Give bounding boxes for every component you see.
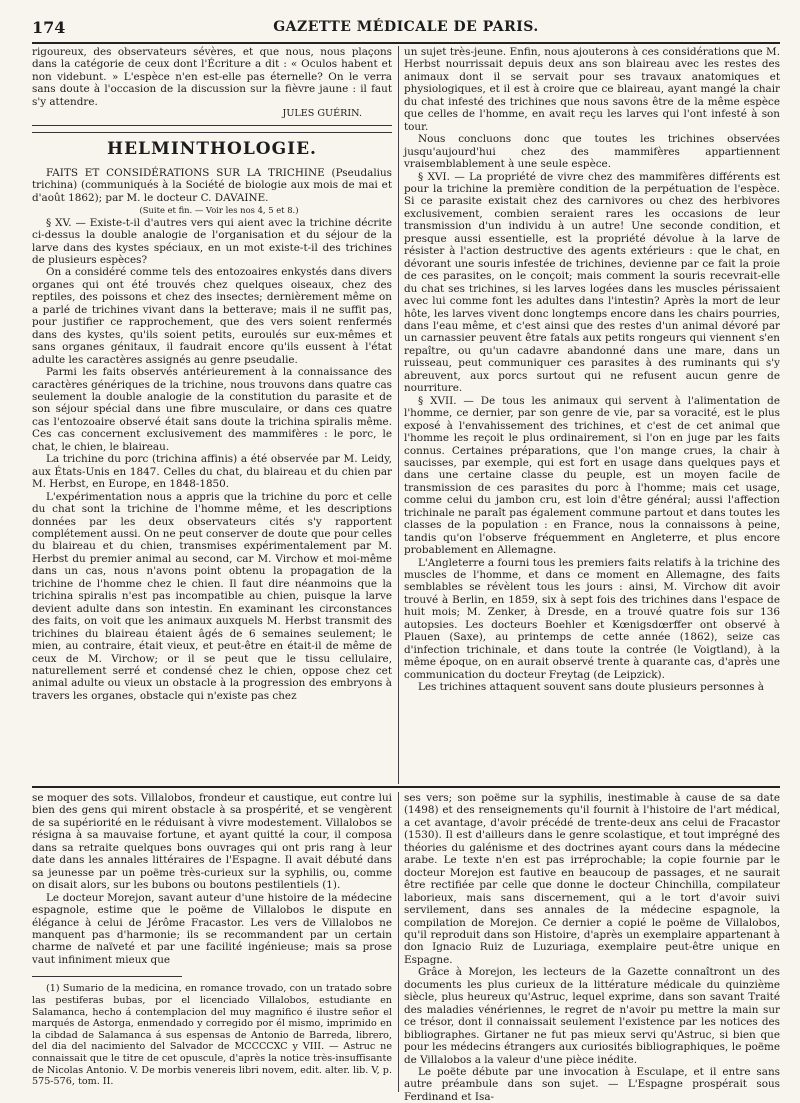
paragraph: On a considéré comme tels des entozoaires enkystés dans divers organes qui ont été trouvés chez quelques oiseaux, chez des reptiles, des poissons et chez des insectes; dernièrement même on a parlé de trichines vivant dans la betterave; mais il ne suffit pas, pour justifier ce rapprochement, que des vers soient renfermés dans des kystes, qu'ils soient petits, euroulés sur eux-mêmes et sans organes génitaux, il faudrait encore qu'ils eussent à l'état adulte les caractères assignés au genre pseudalie. — [32, 266, 392, 366]
page-number: 174 — [32, 18, 66, 37]
paragraph: un sujet très-jeune. Enfin, nous ajouterons à ces considérations que M. Herbst nourrissait depuis deux ans son blaireau avec les restes des animaux dont il se servait pour ses travaux anatomiques et physiologiques, et il est à croire que ce blaireau, ayant mangé la chair du chat infesté des trichines que nous savons être de la même espèce que celles de l'homme, en avait reçu les larves qui l'ont infesté à son tour. — [404, 46, 780, 133]
footnote-rule — [32, 976, 182, 977]
paragraph: Grâce à Morejon, les lecteurs de la Gazette connaîtront un des documents les plus curieux de la littérature médicale du quinzième siècle, plus heureux qu'Astruc, lequel exprime, dans son savant Traité des maladies vénériennes, le regret de n'avoir pu mettre la main sur ce trésor, dont il connaissait seulement l'existence par les notices des bibliographes. Girtaner ne fut pas mieux servi qu'Astruc, si bien que pour les médecins étrangers aux curiosités bibliographiques, le poëme de Villalobos a la valeur d'une pièce inédite. — [404, 966, 780, 1066]
page-header — [32, 18, 780, 40]
paragraph: se moquer des sots. Villalobos, frondeur et caustique, eut contre lui bien des gens qui mirent obstacle à sa prospérité, et se vengèrent de sa supériorité en le réduisant à vivre modestement. Villalobos se résigna à sa mauvaise fortune, et ayant quitté la cour, il composa dans sa retraite quelques bons ouvrages qui ont pris rang à leur date dans les annales littéraires de l'Espagne. Il avait débuté dans sa jeunesse par un poëme très-curieux sur la syphilis, ou, comme on disait alors, sur les bubons ou boutons pestilentiels (1). — [32, 792, 392, 892]
paragraph: ses vers; son poëme sur la syphilis, inestimable à cause de sa date (1498) et des renseignements qu'il fournit à l'histoire de l'art médical, a cet avantage, d'avoir précédé de trente-deux ans celui de Fracastor (1530). Il est d'ailleurs dans le genre scolastique, et tout imprégné des théories du galénisme et des doctrines ayant cours dans la médecine arabe. Le texte n'en est pas irréprochable; la copie fournie par le docteur Morejon est fautive en beaucoup de passages, et ne saurait être rectifiée par celle que donne le docteur Chinchilla, compilateur laborieux, mais sans discernement, qui a le tort d'avoir suivi servilement, dans ses annales de la médecine espagnole, la compilation de Morejon. Ce dernier a copié le poëme de Villalobos, qu'il reproduit dans son Histoire, d'après un exemplaire appartenant à don Ignacio Ruiz de Luzuriaga, exemplaire peut-être unique en Espagne. — [404, 792, 780, 966]
paragraph: Parmi les faits observés antérieurement à la connaissance des caractères génériques de la trichine, nous trouvons dans quatre cas seulement la double analogie de la constitution du parasite et de son séjour spécial dans une fibre musculaire, or dans ces quatre cas l'entozoaire observé était sans doute la trichina spiralis même. Ces cas concernent exclusivement des mammifères : le porc, le chat, le chien, le blaireau. — [32, 366, 392, 453]
section-title: HELMINTHOLOGIE. — [107, 138, 317, 159]
suite-note: (Suite et fin. — Voir les nos 4, 5 et 8.) — [139, 205, 299, 216]
article-heading: FAITS ET CONSIDÉRATIONS SUR LA TRICHINE (Pseudalius trichina) (communiqués à la Société de biologie aux mois de mai et d'août 1862); par M. le docteur C. DAVAINE. — [32, 166, 392, 204]
right-column — [404, 46, 780, 694]
paragraph: § XVI. — La propriété de vivre chez des mammifères différents est pour la trichine la première condition de la perpétuation de l'espèce. Si ce parasite existait chez des carnivores ou chez des herbivores exclusivement, combien seraient rares les occasions de leur transmission d'un individu à un autre! Une seconde condition, et presque aussi essentielle, est la propriété dévolue à la larve de résister à l'action destructive des agents extérieurs : que le chat, en dévorant une souris infestée de trichines, devienne par ce fait la proie de ces parasites, on le conçoit; mais comment la souris recevrait-elle du chat ses trichines, si les larves logées dans les muscles périssaient avec lui comme font les adultes dans l'intestin? Après la mort de leur hôte, les larves vivent donc longtemps encore dans les chairs pourries, dans l'eau même, et c'est ainsi que des restes d'un animal dévoré par un carnassier peuvent être fatals aux petits rongeurs qui viennent s'en repaître, ou qu'un cadavre abandonné dans une mare, dans un ruisseau, peut communiquer ces parasites à des ruminants qui s'y abreuvent, aux porcs surtout qui ne refusent aucun genre de nourriture. — [404, 170, 780, 395]
paragraph: Les trichines attaquent souvent sans doute plusieurs personnes à — [418, 681, 764, 694]
feuilleton-left-column — [32, 792, 392, 1088]
signature: JULES GUÉRIN. — [282, 108, 362, 120]
header-rule — [32, 42, 780, 44]
feuilleton-column-divider — [398, 792, 399, 1092]
paragraph: Le docteur Morejon, savant auteur d'une histoire de la médecine espagnole, estime que le poëme de Villalobos le dispute en élégance à celui de Jérôme Fracastor. Les vers de Villalobos ne manquent pas d'harmonie; ils se recommandent par un certain charme de naïveté et par une facilité ingénieuse; mais sa prose vaut infiniment mieux que — [32, 891, 392, 966]
paragraph: Nous concluons donc que toutes les trichines observées jusqu'aujourd'hui chez des mammifères appartiennent vraisemblablement à une seule espèce. — [404, 133, 780, 171]
intro-text: rigoureux, des observateurs sévères, et que nous, nous plaçons dans la catégorie de ceux dont l'Écriture a dit : « Oculos habent et non videbunt. » L'espèce n'en est-elle pas éternelle? On le verra sans doute à l'occasion de la discussion sur la fièvre jaune : il faut s'y attendre. — [32, 46, 392, 108]
paragraph: Le poëte débute par une invocation à Esculape, et il entre sans autre préambule dans son sujet. — L'Espagne prospérait sous Ferdinand et Isa- — [404, 1065, 780, 1103]
feuilleton-rule — [32, 786, 780, 788]
left-column — [32, 46, 392, 702]
column-divider — [398, 46, 399, 784]
footnote: (1) Sumario de la medicina, en romance trovado, con un tratado sobre las pestiferas bubas, por el licenciado Villalobos, estudiante en Salamanca, hecho á contemplacion del muy magnifico é ilustre señor el marqués de Astorga, enmendado y corregido por él mismo, imprimido en la cibdad de Salamanca á sus espensas de Antonio de Barreda, librero, del dia del nacimiento del Salvador de MCCCCXC y VIII. — Astruc ne connaissait que le titre de cet opuscule, d'après la notice très-insuffisante de Nicolas Antonio. V. De morbis venereis libri novem, edit. alter. lib. V, p. 575-576, tom. II. — [32, 983, 392, 1088]
paragraph: § XVII. — De tous les animaux qui servent à l'alimentation de l'homme, ce dernier, par son genre de vie, par sa voracité, est le plus exposé à l'envahissement des trichines, et c'est de cet animal que l'homme les reçoit le plus ordinairement, si l'on en juge par les faits connus. Certaines préparations, que l'on mange crues, la chair à saucisses, par exemple, qui est fort en usage dans quelques pays et dans une certaine classe du peuple, est un moyen facile de transmission de ces parasites du porc à l'homme; mais cet usage, comme celui du jambon cru, est loin d'être général; aussi l'affection trichinale ne paraît pas également commune partout et dans toutes les classes de la population : en France, nous la connaissons à peine, tandis qu'on l'observe fréquemment en Angleterre, et plus encore probablement en Allemagne. — [404, 394, 780, 557]
feuilleton-right-column — [404, 792, 780, 1103]
paragraph: § XV. — Existe-t-il d'autres vers qui aient avec la trichine décrite ci-dessus la double analogie de l'organisation et du séjour de la larve dans des kystes spéciaux, en un mot existe-t-il des trichines de plusieurs espèces? — [32, 216, 392, 267]
paragraph: L'Angleterre a fourni tous les premiers faits relatifs à la trichine des muscles de l'homme, et dans ce moment en Allemagne, des faits semblables se révèlent tous les jours : ainsi, M. Virchow dit avoir trouvé à Berlin, en 1859, six à sept fois des trichines dans l'espace de huit mois; M. Zenker, à Dresde, en a trouvé quatre fois sur 136 autopsies. Les docteurs Boehler et Kœnigsdœrffer ont observé à Plauen (Saxe), au printemps de cette année (1862), seize cas d'infection trichinale, et dans toute la contrée (le Voigtland), à la même époque, on en aurait observé trente à quarante cas, d'après une communication du docteur Freytag (de Leipzick). — [404, 556, 780, 681]
paragraph: La trichine du porc (trichina affinis) a été observée par M. Leidy, aux États-Unis en 1847. Celles du chat, du blaireau et du chien par M. Herbst, en Europe, en 1848-1850. — [32, 453, 392, 491]
journal-title: GAZETTE MÉDICALE DE PARIS. — [273, 19, 539, 35]
section-divider-double — [32, 132, 392, 133]
section-divider — [32, 125, 392, 126]
paragraph: L'expérimentation nous a appris que la trichine du porc et celle du chat sont la trichine de l'homme même, et les descriptions données par les deux observateurs cités s'y rapportent complétement aussi. On ne peut conserver de doute que pour celles du blaireau et du chien, transmises expérimentalement par M. Herbst du premier animal au second, car M. Virchow et moi-même dans un cas, nous n'avons point obtenu la propagation de la trichine de l'homme chez le chien. Il faut dire néanmoins que la trichina spiralis n'est pas incompatible au chien, puisque la larve devient adulte dans son intestin. En examinant les circonstances des faits, on voit que les animaux auxquels M. Herbst transmit des trichines du blaireau étaient âgés de 6 semaines seulement; le mien, au contraire, était vieux, et peut-être en était-il de même de ceux de M. Virchow; or il se peut que le tissu cellulaire, naturellement serré et condensé chez le chien, oppose chez cet animal adulte ou vieux un obstacle à la progression des embryons à travers les organes, obstacle qui n'existe pas chez — [32, 490, 392, 702]
